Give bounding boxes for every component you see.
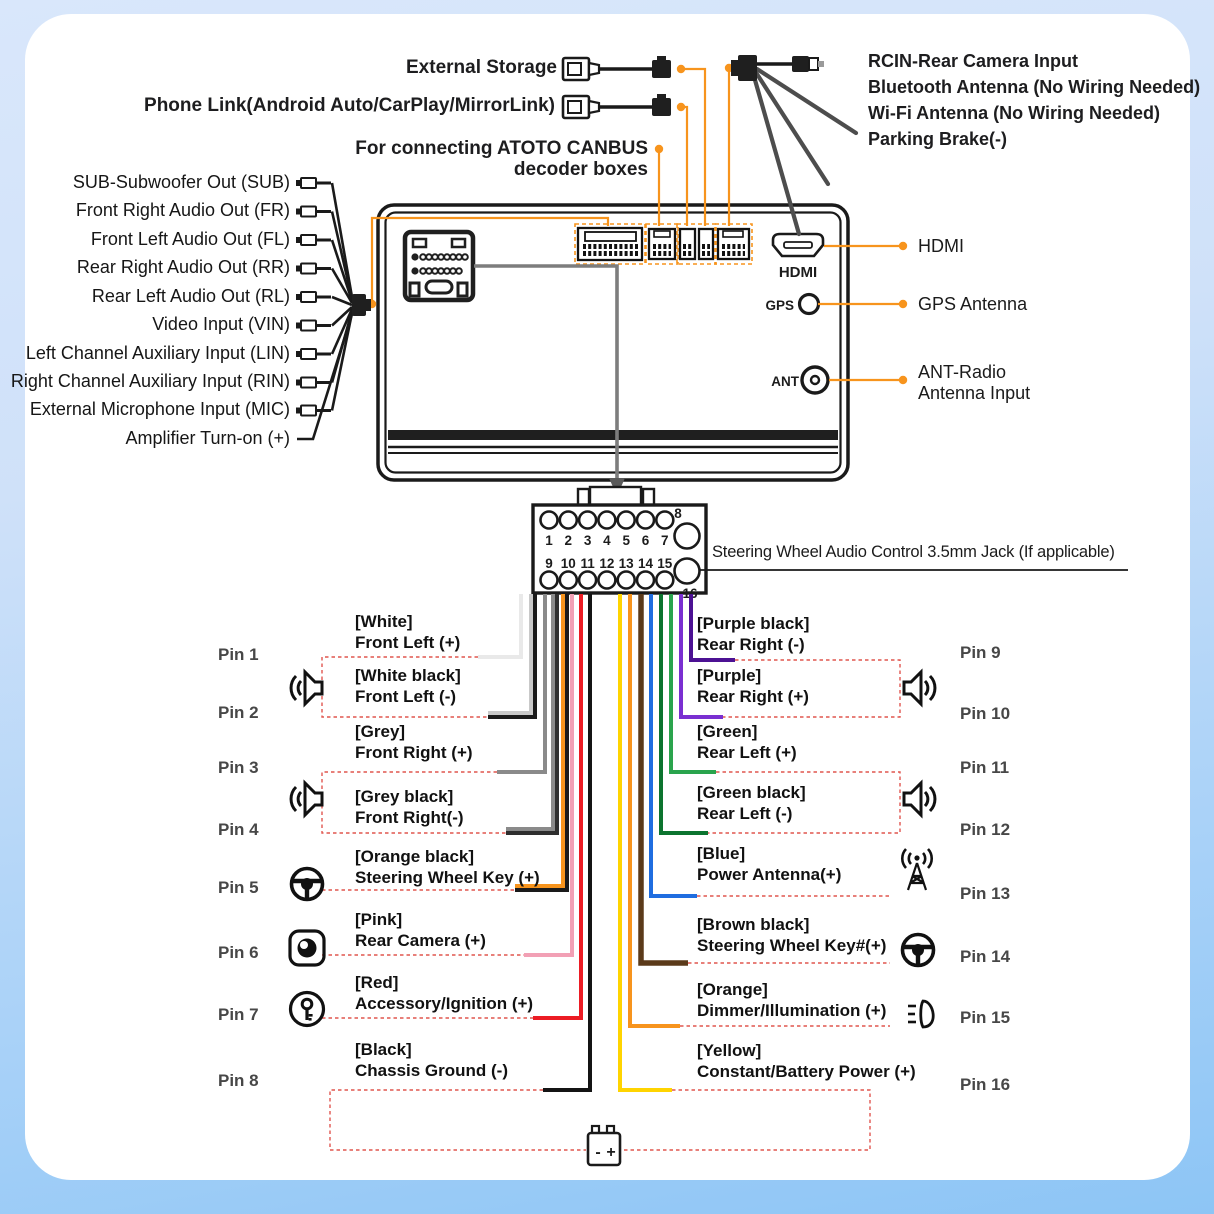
rca-label-fr: Front Right Audio Out (FR) [75,200,290,220]
pin1-wire-label: [White] Front Left (+) [355,612,461,652]
socket-a [649,229,675,259]
rca-label-fl: Front Left Audio Out (FL) [90,229,290,249]
connector-plug-top [578,487,654,506]
hdmi-leader-label: HDMI [918,236,964,256]
steering-wheel-icon [292,869,323,900]
pin12-number: Pin 12 [960,820,1011,839]
ant-leader-label: ANT-Radio Antenna Input [918,362,1031,403]
svg-text:14: 14 [637,556,654,571]
pin6-wire-label: [Pink] Rear Camera (+) [355,910,486,950]
pin10-number: Pin 10 [960,704,1011,723]
rca-label-rr: Rear Right Audio Out (RR) [76,257,290,277]
gps-leader-label: GPS Antenna [918,294,1028,314]
battery-plus-label: + [606,1144,616,1161]
headlight-icon [908,1001,933,1027]
pin3-number: Pin 3 [218,758,259,777]
svg-text:15: 15 [657,556,673,571]
bluetooth-antenna-label: Bluetooth Antenna (No Wiring Needed) [868,77,1201,97]
pin11-number: Pin 11 [960,758,1010,777]
rcin-label: RCIN-Rear Camera Input [868,51,1079,71]
pin4-number: Pin 4 [218,820,259,839]
pin8-wire-label: [Black] Chassis Ground (-) [355,1040,509,1080]
pin16-number: Pin 16 [960,1075,1011,1094]
gps-port-label: GPS [765,298,794,313]
pin13-wire-label: [Blue] Power Antenna(+) [697,844,842,884]
speaker-icon [291,672,322,704]
pin6-number: Pin 6 [218,943,259,962]
pin12-wire-label: [Green black] Rear Left (-) [697,783,806,823]
speaker-icon [291,783,322,815]
iso-connector-icon [405,232,473,300]
steering-wheel-icon [903,935,934,966]
svg-text:1: 1 [545,533,553,548]
svg-text:8: 8 [674,506,682,521]
pin9-number: Pin 9 [960,643,1001,662]
battery-minus-label: - [595,1144,601,1161]
pin13-number: Pin 13 [960,884,1011,903]
pin1-number: Pin 1 [218,645,259,664]
pin7-number: Pin 7 [218,1005,259,1024]
canbus-label: For connecting ATOTO CANBUS decoder boxes [355,138,648,180]
svg-text:12: 12 [599,556,615,571]
pin16-wire-label: [Yellow] Constant/Battery Power (+) [697,1041,916,1081]
battery-icon [588,1126,620,1165]
pin3-wire-label: [Grey] Front Right (+) [355,722,473,762]
pin4-wire-label: [Grey black] Front Right(-) [355,787,464,827]
svg-text:10: 10 [560,556,576,571]
svg-text:3: 3 [583,533,592,548]
rear-connector-sockets [575,224,752,264]
antenna-icon [902,849,931,890]
svg-text:4: 4 [603,533,611,548]
svg-text:9: 9 [545,556,553,571]
pin11-wire-label: [Green] Rear Left (+) [697,722,797,762]
rca-label-vin: Video Input (VIN) [152,314,290,334]
pin15-number: Pin 15 [960,1008,1011,1027]
rca-label-rl: Rear Left Audio Out (RL) [91,286,290,306]
speaker-icon [904,783,935,815]
ant-port-label: ANT [771,374,799,389]
unit-bottom-bar [388,430,838,440]
socket-c [699,229,713,259]
gps-port [765,295,818,314]
parking-brake-label: Parking Brake(-) [868,129,1008,149]
socket-b [680,229,695,259]
pin2-wire-label: [White black] Front Left (-) [355,666,461,706]
swc-jack-label: Steering Wheel Audio Control 3.5mm Jack (If applicable) [712,543,1115,561]
svg-text:16: 16 [682,586,698,601]
phone-link-usb-icon [563,94,671,118]
ignition-key-icon [291,993,324,1026]
rca-label-mic: External Microphone Input (MIC) [29,399,290,419]
svg-text:13: 13 [618,556,634,571]
rca-fan [296,178,371,439]
svg-text:2: 2 [564,533,573,548]
phone-link-label: Phone Link(Android Auto/CarPlay/MirrorLink) [144,95,555,116]
rear-camera-icon [290,931,324,965]
wire-pin2-shadow [488,594,531,713]
rca-bundle-plug-icon [352,294,366,316]
pin2-number: Pin 2 [218,703,259,722]
external-storage-label: External Storage [406,57,557,78]
svg-text:6: 6 [641,533,650,548]
pin7-wire-label: [Red] Accessory/Ignition (+) [355,973,534,1013]
svg-text:5: 5 [622,533,630,548]
wire-pin16-yellow [620,594,672,1090]
rca-plug-icons [296,178,331,416]
speaker-icon [904,672,935,704]
pin9-wire-label: [Purple black] Rear Right (-) [697,614,810,654]
rca-label-lin: Left Channel Auxiliary Input (LIN) [25,343,290,363]
pin14-wire-label: [Brown black] Steering Wheel Key#(+) [697,915,887,955]
rca-label-amp: Amplifier Turn-on (+) [125,428,290,448]
svg-text:7: 7 [661,533,669,548]
pin15-wire-label: [Orange] Dimmer/Illumination (+) [697,980,887,1020]
pin14-number: Pin 14 [960,947,1011,966]
hdmi-port-label: HDMI [778,264,818,281]
rca-label-rin: Right Channel Auxiliary Input (RIN) [10,371,290,391]
rca-label-sub: SUB-Subwoofer Out (SUB) [72,172,290,192]
svg-text:11: 11 [580,556,595,571]
wifi-antenna-label: Wi-Fi Antenna (No Wiring Needed) [868,103,1160,123]
rcin-plug-icon [792,56,824,72]
pin5-wire-label: [Orange black] Steering Wheel Key (+) [355,847,540,887]
pin8-number: Pin 8 [218,1071,259,1090]
wire-pin1-white [478,594,521,657]
external-storage-usb-icon [563,56,671,80]
pin5-number: Pin 5 [218,878,259,897]
pin10-wire-label: [Purple] Rear Right (+) [697,666,809,706]
